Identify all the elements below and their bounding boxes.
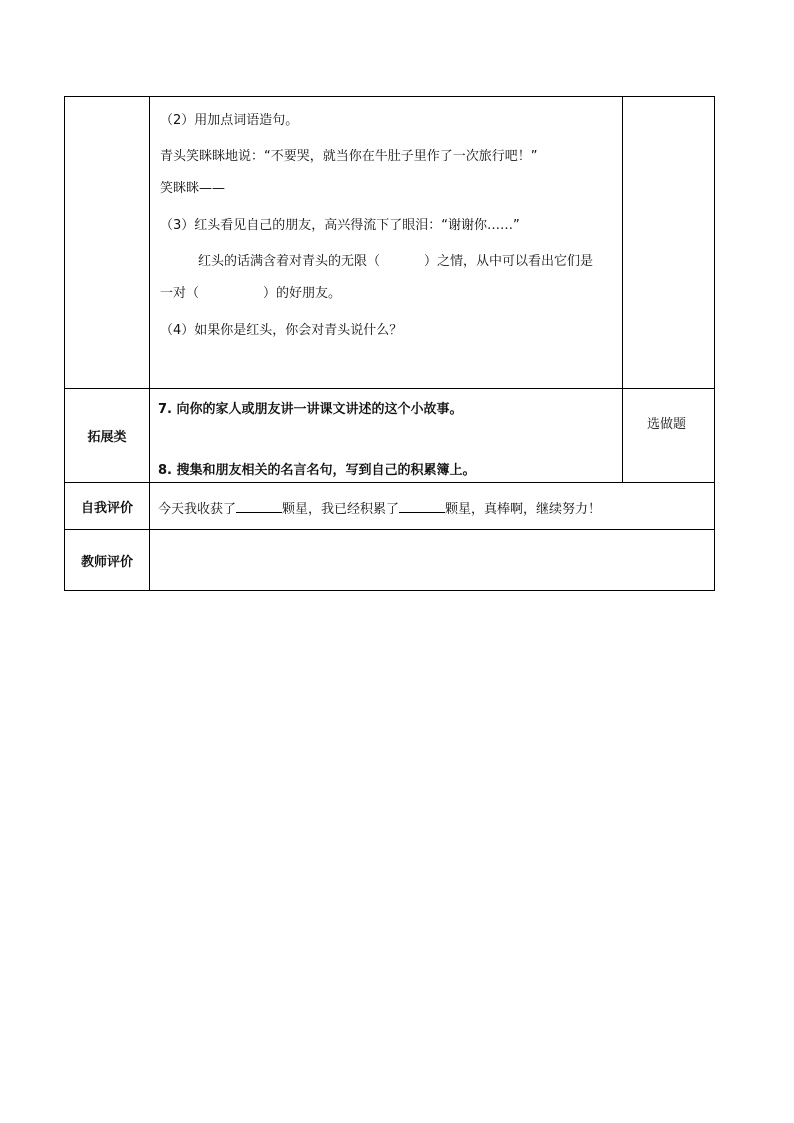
- exercise-note-cell: [623, 97, 715, 389]
- exercise-label-cell: [65, 97, 150, 389]
- worksheet-table: [64, 96, 715, 591]
- extension-note-cell: [623, 389, 715, 483]
- extension-row: [65, 389, 715, 483]
- self-eval-text-b: 颗星，我已经积累了: [282, 502, 400, 517]
- q3-line1: [198, 250, 593, 269]
- q4-heading: （4）如果你是红头，你会对青头说什么？: [160, 323, 403, 338]
- self-eval-row: [65, 483, 715, 530]
- stars-total-blank[interactable]: [399, 500, 445, 513]
- self-eval-label: 自我评价: [65, 483, 150, 530]
- extension-item-7: 7. 向你的家人或朋友讲一讲课文讲述的这个小故事。: [158, 402, 463, 417]
- teacher-eval-row: [65, 530, 715, 591]
- q3-heading: （3）红头看见自己的朋友，高兴得流下了眼泪：“谢谢你……”: [160, 218, 520, 233]
- q2-quote: 青头笑眯眯地说：“不要哭，就当你在牛肚子里作了一次旅行吧！”: [160, 149, 538, 164]
- self-eval-text-c: 颗星，真棒啊，继续努力！: [445, 502, 602, 517]
- extension-content-cell: [150, 389, 623, 483]
- self-eval-content-cell: [150, 483, 715, 530]
- exercise-row: [65, 97, 715, 389]
- q3-line1-b: ）之情，从中可以看出它们是: [424, 254, 594, 269]
- teacher-eval-content-cell[interactable]: [150, 530, 715, 591]
- self-eval-text-a: 今天我收获了: [158, 502, 237, 517]
- stars-today-blank[interactable]: [236, 500, 282, 513]
- q3-line2: [160, 282, 341, 301]
- q3-line2-b: ）的好朋友。: [263, 286, 342, 301]
- exercise-content-cell: [150, 97, 623, 389]
- q2-heading: （2）用加点词语造句。: [160, 113, 299, 128]
- extension-item-8: 8. 搜集和朋友相关的名言名句，写到自己的积累簿上。: [158, 463, 476, 478]
- teacher-eval-label: 教师评价: [65, 530, 150, 591]
- optional-note: 选做题: [647, 417, 687, 432]
- q3-line2-a: 一对（: [160, 286, 200, 301]
- q2-word: 笑眯眯——: [160, 181, 226, 196]
- extension-label: 拓展类: [65, 389, 150, 483]
- q3-line1-a: 红头的话满含着对青头的无限（: [198, 254, 381, 269]
- self-eval-sentence: [158, 498, 601, 517]
